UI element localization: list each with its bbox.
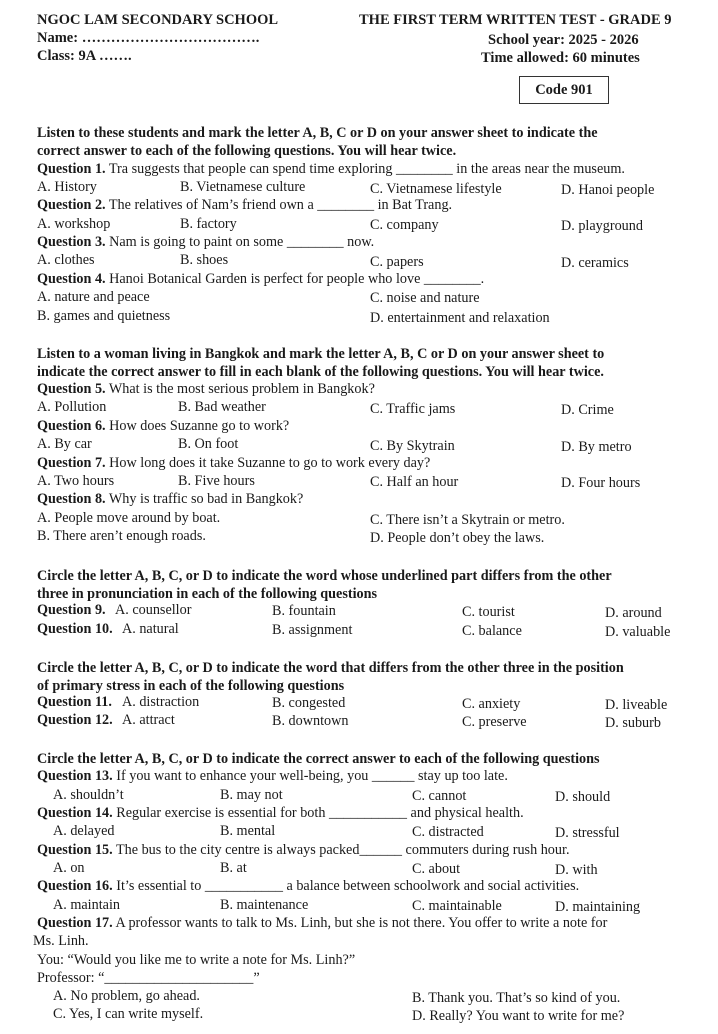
option-d[interactable]: D. valuable (605, 624, 671, 640)
question-number: Question 10. (37, 621, 113, 637)
option-d[interactable]: D. Hanoi people (561, 182, 655, 198)
option-c[interactable]: C. maintainable (412, 898, 502, 914)
question-3 (37, 234, 374, 251)
time-allowed: Time allowed: 60 minutes (481, 50, 640, 66)
question-number: Question 15. (37, 842, 113, 858)
question-number: Question 9. (37, 602, 106, 618)
option-d[interactable]: D. liveable (605, 697, 668, 713)
option-a[interactable]: A. nature and peace (37, 289, 150, 305)
question-number: Question 8. (37, 491, 106, 507)
question-17 (37, 915, 607, 932)
option-b[interactable]: B. may not (220, 787, 283, 803)
option-c[interactable]: C. There isn’t a Skytrain or metro. (370, 512, 565, 528)
question-2 (37, 197, 452, 214)
section3-instruction-line2: three in pronunciation in each of the following questions (37, 586, 378, 602)
section2-instruction-line1: Listen to a woman living in Bangkok and mark the letter A, B, C or D on your answer sheet to (37, 346, 605, 362)
question-number: Question 4. (37, 271, 106, 287)
option-c[interactable]: C. Vietnamese lifestyle (370, 181, 502, 197)
option-b[interactable]: B. games and quietness (37, 308, 171, 324)
section3-instruction-line1: Circle the letter A, B, C, or D to indicate the word whose underlined part differs from the other (37, 568, 612, 584)
option-d[interactable]: D. around (605, 605, 662, 621)
option-d[interactable]: D. People don’t obey the laws. (370, 530, 545, 546)
option-b[interactable]: B. assignment (272, 622, 353, 638)
question-14 (37, 805, 524, 822)
option-c[interactable]: C. balance (462, 623, 522, 639)
question-text: The bus to the city centre is always packed______ commuters during rush hour. (115, 842, 570, 858)
question-text: What is the most serious problem in Bangkok? (108, 381, 375, 397)
option-a[interactable]: A. attract (122, 712, 175, 728)
name-line: Name: ………………………………. (37, 30, 260, 46)
exam-code-box (519, 76, 609, 104)
option-a[interactable]: A. on (53, 860, 85, 876)
option-c[interactable]: C. cannot (412, 788, 467, 804)
option-b[interactable]: B. congested (272, 695, 346, 711)
option-a[interactable]: A. maintain (53, 897, 120, 913)
option-a[interactable]: A. clothes (37, 252, 95, 268)
test-title: THE FIRST TERM WRITTEN TEST - GRADE 9 (359, 12, 672, 28)
question-16 (37, 878, 579, 895)
option-a[interactable]: A. People move around by boat. (37, 510, 221, 526)
option-a[interactable]: A. counsellor (115, 602, 192, 618)
question-number: Question 6. (37, 418, 106, 434)
question-number: Question 17. (37, 915, 113, 931)
school-year: School year: 2025 - 2026 (488, 32, 639, 48)
option-c[interactable]: C. distracted (412, 824, 484, 840)
option-d[interactable]: D. maintaining (555, 899, 641, 915)
option-b[interactable]: B. fountain (272, 603, 336, 619)
section2-instruction-line2: indicate the correct answer to fill in each blank of the following questions. You will hear twice. (37, 364, 604, 380)
option-b[interactable]: B. There aren’t enough roads. (37, 528, 206, 544)
option-c[interactable]: C. tourist (462, 604, 515, 620)
option-a[interactable]: A. workshop (37, 216, 111, 232)
option-d[interactable]: D. with (555, 862, 598, 878)
option-b[interactable]: B. Five hours (178, 473, 255, 489)
option-d[interactable]: D. entertainment and relaxation (370, 310, 550, 326)
option-a[interactable]: A. No problem, go ahead. (53, 988, 200, 1004)
option-c[interactable]: C. about (412, 861, 461, 877)
option-b[interactable]: B. Vietnamese culture (180, 179, 306, 195)
section5-instruction: Circle the letter A, B, C, or D to indicate the correct answer to each of the following questions (37, 751, 600, 767)
option-d[interactable]: D. should (555, 789, 611, 805)
option-b[interactable]: B. factory (180, 216, 237, 232)
option-d[interactable]: D. suburb (605, 715, 661, 731)
option-a[interactable]: A. By car (37, 436, 92, 452)
section1-instruction-line2: correct answer to each of the following questions. You will hear twice. (37, 143, 457, 159)
question-number: Question 12. (37, 712, 113, 728)
question-6 (37, 418, 289, 435)
question-7 (37, 455, 430, 472)
section1-instruction-line1: Listen to these students and mark the letter A, B, C or D on your answer sheet to indicate the (37, 125, 598, 141)
option-a[interactable]: A. shouldn’t (53, 787, 124, 803)
option-d[interactable]: D. By metro (561, 439, 632, 455)
exam-code: Code 901 (535, 82, 593, 98)
option-b[interactable]: B. maintenance (220, 897, 309, 913)
option-d[interactable]: D. Crime (561, 402, 614, 418)
question-8 (37, 491, 303, 508)
option-a[interactable]: A. delayed (53, 823, 115, 839)
option-d[interactable]: D. playground (561, 218, 643, 234)
class-line: Class: 9A ……. (37, 48, 132, 64)
option-c[interactable]: C. company (370, 217, 439, 233)
option-c[interactable]: C. noise and nature (370, 290, 480, 306)
option-b[interactable]: B. shoes (180, 252, 229, 268)
question-text: Regular exercise is essential for both ___________ and physical health. (116, 805, 524, 821)
question-5 (37, 381, 375, 398)
question-number: Question 16. (37, 878, 113, 894)
section4-instruction-line2: of primary stress in each of the following questions (37, 678, 345, 694)
option-a[interactable]: A. distraction (122, 694, 200, 710)
option-c[interactable]: C. Traffic jams (370, 401, 456, 417)
school-name: NGOC LAM SECONDARY SCHOOL (37, 12, 279, 28)
question-number: Question 2. (37, 197, 106, 213)
question-text: How does Suzanne go to work? (109, 418, 290, 434)
question-text: If you want to enhance your well-being, you ______ stay up too late. (116, 768, 508, 784)
question-number: Question 1. (37, 161, 106, 177)
option-b[interactable]: B. downtown (272, 713, 349, 729)
option-a[interactable]: A. Two hours (37, 473, 115, 489)
option-a[interactable]: A. Pollution (37, 399, 107, 415)
question-13 (37, 768, 508, 785)
option-b[interactable]: B. Thank you. That’s so kind of you. (412, 990, 621, 1006)
option-b[interactable]: B. mental (220, 823, 276, 839)
option-c[interactable]: C. anxiety (462, 696, 521, 712)
question-text-continued: Ms. Linh. (33, 933, 89, 949)
question-number: Question 14. (37, 805, 113, 821)
option-c[interactable]: C. By Skytrain (370, 438, 455, 454)
dialogue-professor: Professor: “_____________________” (37, 970, 260, 986)
option-a[interactable]: A. natural (122, 621, 179, 637)
question-1 (37, 161, 625, 178)
option-c[interactable]: C. papers (370, 254, 424, 270)
option-a[interactable]: A. History (37, 179, 97, 195)
question-text: Why is traffic so bad in Bangkok? (108, 491, 304, 507)
question-4 (37, 271, 484, 288)
dialogue-you: You: “Would you like me to write a note for Ms. Linh?” (37, 952, 356, 968)
option-d[interactable]: D. stressful (555, 825, 620, 841)
question-text: How long does it take Suzanne to go to work every day? (109, 455, 431, 471)
question-text: Nam is going to paint on some ________ now. (105, 234, 375, 250)
question-number: Question 3. (37, 234, 106, 250)
option-d[interactable]: D. Four hours (561, 475, 641, 491)
option-c[interactable]: C. preserve (462, 714, 527, 730)
question-15 (37, 842, 570, 859)
question-text: The relatives of Nam’s friend own a ________ in Bat Trang. (108, 197, 453, 213)
question-text: It’s essential to ___________ a balance between schoolwork and social activities. (116, 878, 580, 894)
option-d[interactable]: D. Really? You want to write for me? (412, 1008, 625, 1024)
question-number: Question 13. (37, 768, 113, 784)
option-c[interactable]: C. Yes, I can write myself. (53, 1006, 204, 1022)
option-c[interactable]: C. Half an hour (370, 474, 459, 490)
option-b[interactable]: B. at (220, 860, 247, 876)
question-number: Question 11. (37, 694, 112, 710)
question-text: Hanoi Botanical Garden is perfect for people who love ________. (109, 271, 485, 287)
section4-instruction-line1: Circle the letter A, B, C, or D to indicate the word that differs from the other three in the position (37, 660, 624, 676)
question-text: Tra suggests that people can spend time exploring ________ in the areas near the museum. (108, 161, 625, 177)
question-number: Question 7. (37, 455, 106, 471)
question-text: A professor wants to talk to Ms. Linh, but she is not there. You offer to write a note for (115, 915, 608, 931)
option-b[interactable]: B. On foot (178, 436, 239, 452)
question-number: Question 5. (37, 381, 106, 397)
option-b[interactable]: B. Bad weather (178, 399, 266, 415)
option-d[interactable]: D. ceramics (561, 255, 629, 271)
